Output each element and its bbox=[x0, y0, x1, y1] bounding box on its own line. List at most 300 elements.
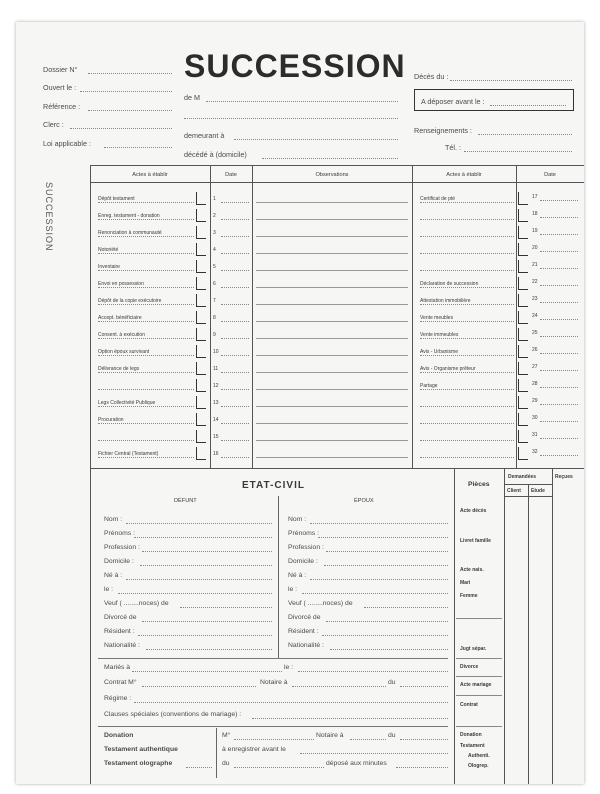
contrat-du-label: du bbox=[388, 679, 396, 686]
left-act-13: Legs Collectivité Publique bbox=[98, 400, 156, 406]
enregistrer-field[interactable] bbox=[300, 753, 448, 754]
date-number: 21 bbox=[532, 262, 538, 268]
contrat-label: Contrat M° bbox=[104, 679, 137, 686]
right-act-line[interactable] bbox=[420, 236, 514, 237]
pieces-left-border bbox=[454, 468, 455, 784]
piece-item: Contrat bbox=[460, 702, 478, 708]
defunt-field-line[interactable] bbox=[142, 551, 272, 552]
epoux-field-label: Veuf ( ........noces) de bbox=[288, 600, 353, 607]
right-act-25: Vente immeubles bbox=[420, 332, 459, 338]
defunt-field-line[interactable] bbox=[134, 537, 272, 538]
date-checkbox[interactable] bbox=[518, 413, 528, 426]
epoux-heading: ÉPOUX bbox=[354, 498, 374, 504]
date-line[interactable] bbox=[221, 219, 249, 220]
date-checkbox[interactable] bbox=[196, 379, 206, 392]
left-act-1: Dépôt testament bbox=[98, 196, 135, 202]
testament-olo-label: Testament olographe bbox=[104, 760, 173, 767]
date-number: 6 bbox=[213, 281, 216, 287]
pieces-col-divider-1 bbox=[504, 468, 505, 784]
left-act-line[interactable] bbox=[98, 372, 194, 373]
date-checkbox[interactable] bbox=[518, 260, 528, 273]
epoux-field-line[interactable] bbox=[318, 537, 448, 538]
observation-line[interactable] bbox=[256, 270, 408, 271]
defunt-field-label: Nom : bbox=[104, 516, 123, 523]
date-number: 19 bbox=[532, 228, 538, 234]
piece-item: Acte mariage bbox=[460, 682, 492, 688]
etat-civil-top-border bbox=[90, 468, 584, 469]
observation-line[interactable] bbox=[256, 219, 408, 220]
date-checkbox[interactable] bbox=[518, 430, 528, 443]
date-number: 8 bbox=[213, 315, 216, 321]
epoux-field-label: Prénoms : bbox=[288, 530, 319, 537]
date-checkbox[interactable] bbox=[518, 209, 528, 222]
left-act-11: Délivrance de legs bbox=[98, 366, 140, 372]
left-act-line[interactable] bbox=[98, 423, 194, 424]
right-act-line[interactable] bbox=[420, 253, 514, 254]
date-checkbox[interactable] bbox=[518, 226, 528, 239]
defunt-field-label: Nationalité : bbox=[104, 642, 140, 649]
reference-label: Référence : bbox=[43, 102, 81, 111]
col-divider-3 bbox=[412, 165, 413, 468]
left-act-line[interactable] bbox=[98, 270, 194, 271]
date-line[interactable] bbox=[221, 457, 249, 458]
page-title: SUCCESSION bbox=[184, 48, 406, 84]
client-header: Client bbox=[507, 488, 521, 494]
de-m-field[interactable] bbox=[206, 101, 398, 102]
right-act-22: Déclaration de succession bbox=[420, 281, 479, 287]
piece-item: Testament bbox=[460, 743, 485, 749]
deces-label: Décès du : bbox=[414, 72, 449, 81]
date-line[interactable] bbox=[221, 304, 249, 305]
date-checkbox[interactable] bbox=[196, 243, 206, 256]
olo-du-label: du bbox=[222, 760, 230, 767]
date-number: 20 bbox=[532, 245, 538, 251]
date-checkbox[interactable] bbox=[196, 430, 206, 443]
date-checkbox[interactable] bbox=[196, 396, 206, 409]
date-line[interactable] bbox=[221, 355, 249, 356]
date-number: 14 bbox=[213, 417, 219, 423]
col-divider-1 bbox=[210, 165, 211, 468]
date-number: 17 bbox=[532, 194, 538, 200]
left-act-9: Consent. à exécution bbox=[98, 332, 145, 338]
date-checkbox[interactable] bbox=[196, 413, 206, 426]
epoux-field-label: Nom : bbox=[288, 516, 307, 523]
pieces-row-divider bbox=[456, 726, 502, 727]
date-checkbox[interactable] bbox=[196, 209, 206, 222]
date-checkbox[interactable] bbox=[196, 294, 206, 307]
right-act-23: Attestation immobilière bbox=[420, 298, 471, 304]
epoux-field-line[interactable] bbox=[310, 579, 448, 580]
olo-du-field[interactable] bbox=[234, 767, 324, 768]
defunt-field-label: Prénoms : bbox=[104, 530, 135, 537]
date-number: 31 bbox=[532, 432, 538, 438]
right-act-line[interactable] bbox=[420, 270, 514, 271]
left-act-4: Notoriété bbox=[98, 247, 119, 253]
maries-field[interactable] bbox=[132, 671, 282, 672]
defunt-field-label: Né à : bbox=[104, 572, 123, 579]
right-act-line[interactable] bbox=[420, 423, 514, 424]
date-number: 22 bbox=[532, 279, 538, 285]
date-number: 23 bbox=[532, 296, 538, 302]
date-number: 2 bbox=[213, 213, 216, 219]
clauses-field[interactable] bbox=[252, 718, 448, 719]
date-line[interactable] bbox=[221, 389, 249, 390]
right-act-line[interactable] bbox=[420, 321, 514, 322]
left-act-line[interactable] bbox=[98, 253, 194, 254]
demeurant-field[interactable] bbox=[234, 139, 398, 140]
depose-field[interactable] bbox=[396, 767, 448, 768]
right-act-27: Avis - Organisme prêteur bbox=[420, 366, 476, 372]
observation-line[interactable] bbox=[256, 338, 408, 339]
contrat-du-field[interactable] bbox=[400, 686, 448, 687]
table-left-border bbox=[90, 165, 91, 784]
date-line[interactable] bbox=[540, 200, 578, 201]
observation-line[interactable] bbox=[256, 406, 408, 407]
col-header-date-2: Date bbox=[544, 172, 556, 178]
date-line[interactable] bbox=[221, 202, 249, 203]
date-checkbox[interactable] bbox=[518, 328, 528, 341]
depose-label: déposé aux minutes bbox=[326, 760, 387, 767]
date-number: 16 bbox=[213, 451, 219, 457]
pieces-row-divider bbox=[456, 658, 502, 659]
date-line[interactable] bbox=[540, 285, 578, 286]
right-act-line[interactable] bbox=[420, 406, 514, 407]
date-number: 9 bbox=[213, 332, 216, 338]
date-line[interactable] bbox=[540, 302, 578, 303]
date-number: 7 bbox=[213, 298, 216, 304]
deposer-label: A déposer avant le : bbox=[421, 97, 485, 106]
epoux-field-line[interactable] bbox=[302, 593, 448, 594]
donation-me-field[interactable] bbox=[234, 739, 314, 740]
col-header-date: Date bbox=[225, 172, 237, 178]
date-line[interactable] bbox=[540, 404, 578, 405]
right-act-line[interactable] bbox=[420, 287, 514, 288]
de-m-label: de M bbox=[184, 93, 200, 102]
left-act-16: Fichier Central (Testament) bbox=[98, 451, 159, 457]
right-act-line[interactable] bbox=[420, 440, 514, 441]
ouvert-label: Ouvert le : bbox=[43, 83, 77, 92]
deces-field[interactable] bbox=[450, 80, 572, 81]
piece-item: Femme bbox=[460, 593, 478, 599]
tel-field[interactable] bbox=[464, 151, 572, 152]
piece-item: Mari bbox=[460, 580, 471, 586]
observation-line[interactable] bbox=[256, 355, 408, 356]
epoux-field-line[interactable] bbox=[364, 607, 448, 608]
date-line[interactable] bbox=[221, 372, 249, 373]
table-top-border bbox=[90, 165, 584, 166]
date-line[interactable] bbox=[221, 423, 249, 424]
demandees-header: Demandées bbox=[508, 474, 537, 480]
defunt-field-line[interactable] bbox=[118, 593, 272, 594]
observation-line[interactable] bbox=[256, 287, 408, 288]
date-number: 30 bbox=[532, 415, 538, 421]
testament-olo-field[interactable] bbox=[186, 767, 212, 768]
epoux-field-line[interactable] bbox=[326, 621, 448, 622]
piece-item: Authenti. bbox=[468, 753, 490, 759]
loi-field[interactable] bbox=[104, 147, 172, 148]
date-line[interactable] bbox=[540, 217, 578, 218]
date-line[interactable] bbox=[221, 253, 249, 254]
col-header-observations: Observations bbox=[315, 172, 349, 178]
piece-item: Jugt sépar. bbox=[460, 646, 487, 652]
date-number: 15 bbox=[213, 434, 219, 440]
clerc-field[interactable] bbox=[70, 128, 172, 129]
table-header-border bbox=[90, 182, 584, 183]
date-checkbox[interactable] bbox=[196, 311, 206, 324]
left-act-8: Accept. bénéficiaire bbox=[98, 315, 142, 321]
pieces-row-divider bbox=[456, 676, 502, 677]
date-checkbox[interactable] bbox=[196, 260, 206, 273]
right-act-line[interactable] bbox=[420, 355, 514, 356]
right-act-line[interactable] bbox=[420, 219, 514, 220]
maries-label: Mariés à bbox=[104, 664, 131, 671]
donation-notaire-field[interactable] bbox=[350, 739, 386, 740]
observation-line[interactable] bbox=[256, 423, 408, 424]
date-line[interactable] bbox=[540, 455, 578, 456]
date-number: 4 bbox=[213, 247, 216, 253]
right-act-24: Vente meubles bbox=[420, 315, 454, 321]
decede-label: décédé à (domicile) bbox=[184, 150, 247, 159]
date-line[interactable] bbox=[221, 406, 249, 407]
form-sheet bbox=[16, 22, 584, 784]
right-act-line[interactable] bbox=[420, 389, 514, 390]
date-checkbox[interactable] bbox=[518, 345, 528, 358]
epoux-field-line[interactable] bbox=[322, 635, 448, 636]
date-line[interactable] bbox=[221, 440, 249, 441]
epoux-field-label: Résident : bbox=[288, 628, 319, 635]
date-number: 24 bbox=[532, 313, 538, 319]
testament-auth-label: Testament authentique bbox=[104, 746, 178, 753]
piece-item: Divorce bbox=[460, 664, 479, 670]
left-act-line[interactable] bbox=[98, 287, 194, 288]
ouvert-field[interactable] bbox=[80, 91, 172, 92]
date-number: 26 bbox=[532, 347, 538, 353]
contrat-notaire-label: Notaire à bbox=[260, 679, 288, 686]
defunt-field-line[interactable] bbox=[180, 607, 272, 608]
date-number: 10 bbox=[213, 349, 219, 355]
col-header-actes: Actes à établir bbox=[132, 172, 168, 178]
date-line[interactable] bbox=[540, 251, 578, 252]
date-number: 11 bbox=[213, 366, 219, 372]
pieces-col-divider-2 bbox=[528, 484, 529, 784]
pieces-subheader-border-2 bbox=[504, 496, 552, 497]
defunt-field-line[interactable] bbox=[138, 635, 272, 636]
left-act-6: Envoi en possession bbox=[98, 281, 144, 287]
piece-item: Acte nais. bbox=[460, 567, 484, 573]
date-checkbox[interactable] bbox=[518, 277, 528, 290]
etat-separator bbox=[98, 658, 448, 659]
date-checkbox[interactable] bbox=[518, 379, 528, 392]
date-line[interactable] bbox=[540, 319, 578, 320]
date-line[interactable] bbox=[221, 236, 249, 237]
left-act-line[interactable] bbox=[98, 202, 194, 203]
defunt-epoux-divider bbox=[278, 496, 279, 658]
date-line[interactable] bbox=[221, 270, 249, 271]
contrat-notaire-field[interactable] bbox=[292, 686, 386, 687]
epoux-field-line[interactable] bbox=[324, 565, 448, 566]
donation-du-label: du bbox=[388, 732, 396, 739]
succession-vertical-label: SUCCESSION bbox=[44, 182, 54, 252]
date-line[interactable] bbox=[540, 336, 578, 337]
date-number: 5 bbox=[213, 264, 216, 270]
right-act-line[interactable] bbox=[420, 457, 514, 458]
date-checkbox[interactable] bbox=[518, 396, 528, 409]
epoux-field-label: Nationalité : bbox=[288, 642, 324, 649]
observation-line[interactable] bbox=[256, 389, 408, 390]
defunt-field-label: Divorcé de bbox=[104, 614, 137, 621]
date-line[interactable] bbox=[221, 287, 249, 288]
observation-line[interactable] bbox=[256, 202, 408, 203]
pieces-row-divider bbox=[456, 618, 502, 619]
pieces-subheader-border bbox=[504, 484, 552, 485]
date-number: 25 bbox=[532, 330, 538, 336]
defunt-heading: DÉFUNT bbox=[174, 498, 197, 504]
date-checkbox[interactable] bbox=[518, 311, 528, 324]
defunt-field-label: le : bbox=[104, 586, 114, 593]
date-checkbox[interactable] bbox=[518, 294, 528, 307]
date-checkbox[interactable] bbox=[196, 192, 206, 205]
observation-line[interactable] bbox=[256, 372, 408, 373]
de-m-field-2[interactable] bbox=[184, 118, 398, 119]
epoux-field-label: Domicile : bbox=[288, 558, 318, 565]
observation-line[interactable] bbox=[256, 321, 408, 322]
col-header-actes-2: Actes à établir bbox=[446, 172, 482, 178]
col-divider-2 bbox=[252, 165, 253, 468]
right-act-line[interactable] bbox=[420, 202, 514, 203]
date-number: 1 bbox=[213, 196, 216, 202]
piece-item: Donation bbox=[460, 732, 482, 738]
left-act-line[interactable] bbox=[98, 406, 194, 407]
left-act-3: Renonciation à communauté bbox=[98, 230, 162, 236]
date-line[interactable] bbox=[540, 438, 578, 439]
defunt-field-line[interactable] bbox=[140, 565, 272, 566]
defunt-field-label: Veuf ( ........noces) de bbox=[104, 600, 169, 607]
dossier-label: Dossier N° bbox=[43, 65, 78, 74]
dossier-field[interactable] bbox=[88, 73, 172, 74]
left-act-line[interactable] bbox=[98, 389, 194, 390]
defunt-field-label: Profession : bbox=[104, 544, 140, 551]
pieces-row-divider bbox=[456, 695, 502, 696]
date-line[interactable] bbox=[221, 338, 249, 339]
epoux-field-line[interactable] bbox=[310, 523, 448, 524]
renseignements-label: Renseignements : bbox=[414, 126, 472, 135]
right-act-26: Avis - Urbanisme bbox=[420, 349, 458, 355]
maries-le-field[interactable] bbox=[298, 671, 448, 672]
date-number: 28 bbox=[532, 381, 538, 387]
date-checkbox[interactable] bbox=[518, 447, 528, 460]
right-act-17: Certificat de pté bbox=[420, 196, 456, 202]
date-number: 18 bbox=[532, 211, 538, 217]
date-line[interactable] bbox=[221, 321, 249, 322]
observation-line[interactable] bbox=[256, 304, 408, 305]
demeurant-label: demeurant à bbox=[184, 131, 225, 140]
regime-field[interactable] bbox=[134, 702, 448, 703]
left-act-line[interactable] bbox=[98, 440, 194, 441]
date-checkbox[interactable] bbox=[518, 192, 528, 205]
donation-label: Donation bbox=[104, 732, 134, 739]
defunt-field-line[interactable] bbox=[142, 621, 272, 622]
date-line[interactable] bbox=[540, 268, 578, 269]
date-number: 12 bbox=[213, 383, 219, 389]
date-line[interactable] bbox=[540, 387, 578, 388]
date-line[interactable] bbox=[540, 421, 578, 422]
left-act-line[interactable] bbox=[98, 338, 194, 339]
left-act-line[interactable] bbox=[98, 219, 194, 220]
defunt-field-line[interactable] bbox=[126, 523, 272, 524]
date-line[interactable] bbox=[540, 353, 578, 354]
pieces-col-divider-3 bbox=[552, 468, 553, 784]
date-checkbox[interactable] bbox=[196, 328, 206, 341]
date-checkbox[interactable] bbox=[196, 226, 206, 239]
etude-header: Etude bbox=[531, 488, 545, 494]
contrat-field[interactable] bbox=[142, 686, 256, 687]
epoux-field-label: Né à : bbox=[288, 572, 307, 579]
donation-notaire-label: Notaire à bbox=[316, 732, 344, 739]
left-act-line[interactable] bbox=[98, 321, 194, 322]
regime-label: Régime : bbox=[104, 695, 132, 702]
date-checkbox[interactable] bbox=[518, 362, 528, 375]
clerc-label: Clerc : bbox=[43, 120, 64, 129]
date-number: 3 bbox=[213, 230, 216, 236]
left-act-line[interactable] bbox=[98, 236, 194, 237]
reference-field[interactable] bbox=[88, 110, 172, 111]
date-checkbox[interactable] bbox=[196, 345, 206, 358]
date-number: 27 bbox=[532, 364, 538, 370]
epoux-field-label: Profession : bbox=[288, 544, 324, 551]
maries-le-label: le : bbox=[284, 664, 294, 671]
etat-civil-title: ETAT-CIVIL bbox=[242, 480, 305, 491]
renseignements-field[interactable] bbox=[478, 134, 572, 135]
left-act-5: Inventaire bbox=[98, 264, 120, 270]
enregistrer-label: à enregistrer avant le bbox=[222, 746, 286, 753]
date-checkbox[interactable] bbox=[196, 277, 206, 290]
donation-me-label: M° bbox=[222, 732, 231, 739]
col-divider-4 bbox=[516, 165, 517, 468]
date-checkbox[interactable] bbox=[196, 362, 206, 375]
decede-field[interactable] bbox=[262, 158, 398, 159]
recues-header: Reçues bbox=[555, 474, 573, 480]
left-act-line[interactable] bbox=[98, 355, 194, 356]
defunt-field-label: Domicile : bbox=[104, 558, 134, 565]
loi-label: Loi applicable : bbox=[43, 139, 91, 148]
deposer-field[interactable] bbox=[490, 105, 566, 106]
epoux-field-line[interactable] bbox=[330, 649, 448, 650]
date-line[interactable] bbox=[540, 234, 578, 235]
defunt-field-line[interactable] bbox=[126, 579, 272, 580]
donation-du-field[interactable] bbox=[400, 739, 448, 740]
right-act-line[interactable] bbox=[420, 304, 514, 305]
observation-line[interactable] bbox=[256, 253, 408, 254]
piece-item: Acte décès bbox=[460, 508, 487, 514]
left-act-line[interactable] bbox=[98, 304, 194, 305]
left-act-7: Dépôt de la copie exécutoire bbox=[98, 298, 162, 304]
observation-line[interactable] bbox=[256, 457, 408, 458]
epoux-field-label: le : bbox=[288, 586, 298, 593]
date-checkbox[interactable] bbox=[518, 243, 528, 256]
piece-item: Livret famille bbox=[460, 538, 491, 544]
date-number: 13 bbox=[213, 400, 219, 406]
defunt-field-line[interactable] bbox=[146, 649, 272, 650]
epoux-field-line[interactable] bbox=[326, 551, 448, 552]
date-checkbox[interactable] bbox=[196, 447, 206, 460]
observation-line[interactable] bbox=[256, 236, 408, 237]
etat-separator-2 bbox=[98, 726, 448, 727]
left-act-line[interactable] bbox=[98, 457, 194, 458]
right-act-line[interactable] bbox=[420, 338, 514, 339]
observation-line[interactable] bbox=[256, 440, 408, 441]
right-act-line[interactable] bbox=[420, 372, 514, 373]
date-line[interactable] bbox=[540, 370, 578, 371]
